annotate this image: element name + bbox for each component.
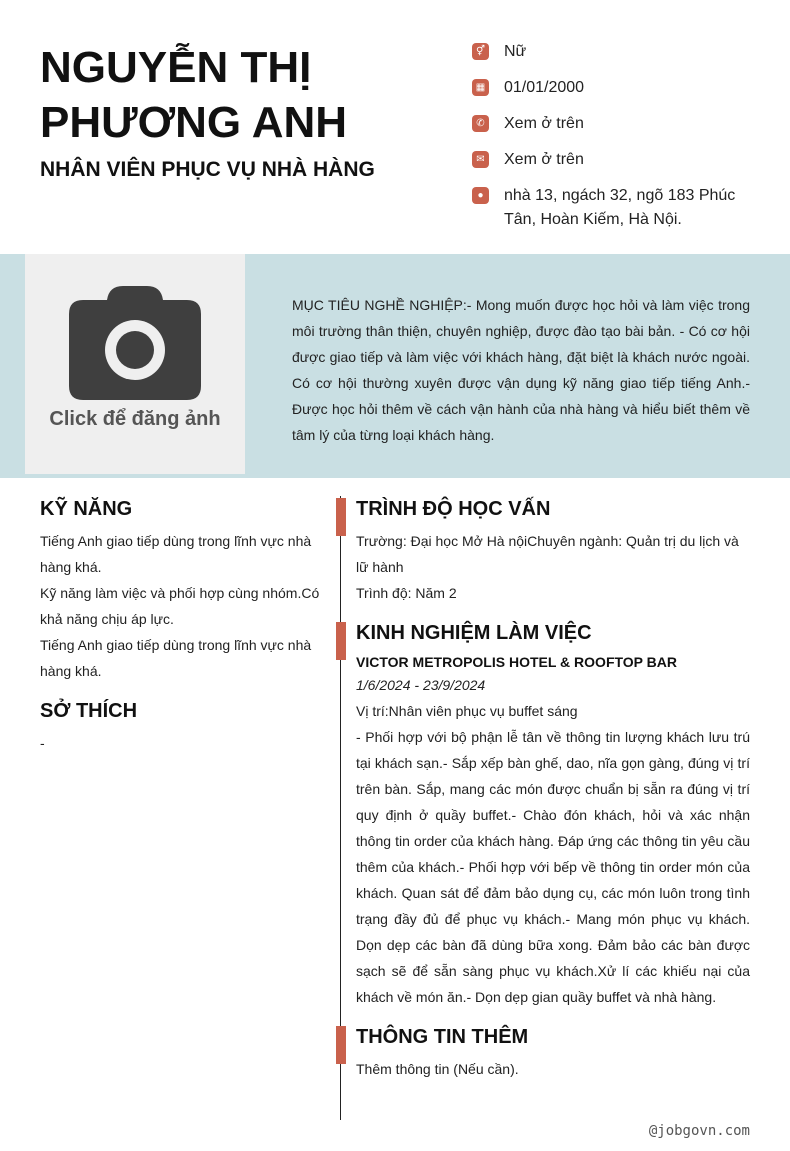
- education-title: TRÌNH ĐỘ HỌC VẤN: [356, 498, 551, 520]
- section-marker: [336, 622, 346, 660]
- experience-position[interactable]: Vị trí:Nhân viên phục vụ buffet sáng: [356, 703, 578, 719]
- skill-item[interactable]: Kỹ năng làm việc và phối hợp cùng nhóm.Có khả năng chịu áp lực.: [40, 585, 320, 627]
- experience-title: KINH NGHIỆM LÀM VIỆC: [356, 622, 592, 644]
- contact-address[interactable]: [472, 184, 762, 232]
- hobbies-text[interactable]: -: [40, 735, 45, 751]
- address-value[interactable]: nhà 13, ngách 32, ngõ 183 Phúc Tân, Hoàn Kiếm, Hà Nội.: [504, 187, 736, 228]
- section-marker: [336, 1026, 346, 1064]
- hobbies-title: SỞ THÍCH: [40, 700, 138, 722]
- experience-description[interactable]: - Phối hợp với bộ phận lễ tân về thông tin lượng khách lưu trú tại khách sạn.- Sắp xếp bàn ghế, dao, nĩa gọn gàng, đúng vị trí trên bàn. Sắp, mang các món được chuẩn bị sẵn ra đúng vị trí quy định ở quầy buffet.- Chào đón khách, hỏi và xác nhận thông tin order của khách hàng. Đáp ứng các thông tin yêu cầu thêm của khách.- Phối hợp với bếp về thông tin order món của khách. Quan sát để đảm bảo dụng cụ, các món luôn trong tình trạng đầy đủ để phục vụ khách.- Mang món phục vụ khách. Dọn dẹp các bàn đã dùng bữa xong. Đảm bảo các bàn được sạch sẽ để sẵn sàng phục vụ khách.Xử lí các khiếu nại của khách về món ăn.- Dọn dẹp gian quầy buffet và nhà hàng.: [356, 729, 750, 1005]
- skills-title: KỸ NĂNG: [40, 498, 133, 520]
- calendar-icon: ▦: [472, 79, 489, 96]
- section-marker: [336, 498, 346, 536]
- contact-gender[interactable]: [472, 40, 762, 64]
- photo-upload[interactable]: [25, 254, 245, 474]
- phone-icon: ✆: [472, 115, 489, 132]
- career-objective[interactable]: MỤC TIÊU NGHỀ NGHIỆP:- Mong muốn được học hỏi và làm việc trong môi trường thân thiện, chuyên nghiệp, được đào tạo bài bản. - Có cơ hội được giao tiếp và làm việc với khách hàng, đặt biệt là khách nước ngoài. Có cơ hội thường xuyên được vận dụng kỹ năng giao tiếp tiếng Anh.- Được học hỏi thêm về cách vận hành của nhà hàng và hiểu biết thêm về tâm lý của từng loại khách hàng.: [292, 297, 750, 443]
- phone-value[interactable]: Xem ở trên: [504, 115, 584, 132]
- additional-text[interactable]: Thêm thông tin (Nếu cần).: [356, 1061, 519, 1077]
- skill-item[interactable]: Tiếng Anh giao tiếp dùng trong lĩnh vực nhà hàng khá.: [40, 533, 312, 575]
- watermark-footer: @jobgovn.com: [648, 1123, 750, 1139]
- education-school[interactable]: Trường: Đại học Mở Hà nộiChuyên ngành: Quản trị du lịch và lữ hành: [356, 533, 739, 575]
- cv-header: [0, 0, 790, 254]
- left-column: [40, 496, 320, 756]
- experience-period[interactable]: 1/6/2024 - 23/9/2024: [356, 677, 486, 693]
- photo-upload-label: Click để đăng ảnh: [49, 408, 221, 430]
- gender-icon: ⚥: [472, 43, 489, 60]
- right-column: [336, 496, 750, 1082]
- contact-phone[interactable]: [472, 112, 762, 136]
- email-icon: ✉: [472, 151, 489, 168]
- additional-section: [336, 1024, 750, 1082]
- experience-section: [336, 620, 750, 1010]
- dob-value[interactable]: 01/01/2000: [504, 79, 585, 96]
- contact-email[interactable]: [472, 148, 762, 172]
- education-level[interactable]: Trình độ: Năm 2: [356, 585, 457, 601]
- contact-list: [472, 40, 762, 244]
- additional-title: THÔNG TIN THÊM: [356, 1026, 529, 1048]
- contact-dob[interactable]: [472, 76, 762, 100]
- email-value[interactable]: Xem ở trên: [504, 151, 584, 168]
- location-icon: ●: [472, 187, 489, 204]
- objective-band: [0, 254, 790, 478]
- gender-value[interactable]: Nữ: [504, 43, 527, 60]
- job-title[interactable]: NHÂN VIÊN PHỤC VỤ NHÀ HÀNG: [40, 158, 375, 181]
- camera-icon: [69, 286, 201, 400]
- skill-item[interactable]: Tiếng Anh giao tiếp dùng trong lĩnh vực nhà hàng khá.: [40, 637, 312, 679]
- education-section: [336, 496, 750, 606]
- experience-company[interactable]: VICTOR METROPOLIS HOTEL & ROOFTOP BAR: [356, 654, 677, 670]
- full-name[interactable]: NGUYỄN THỊ PHƯƠNG ANH: [40, 43, 348, 147]
